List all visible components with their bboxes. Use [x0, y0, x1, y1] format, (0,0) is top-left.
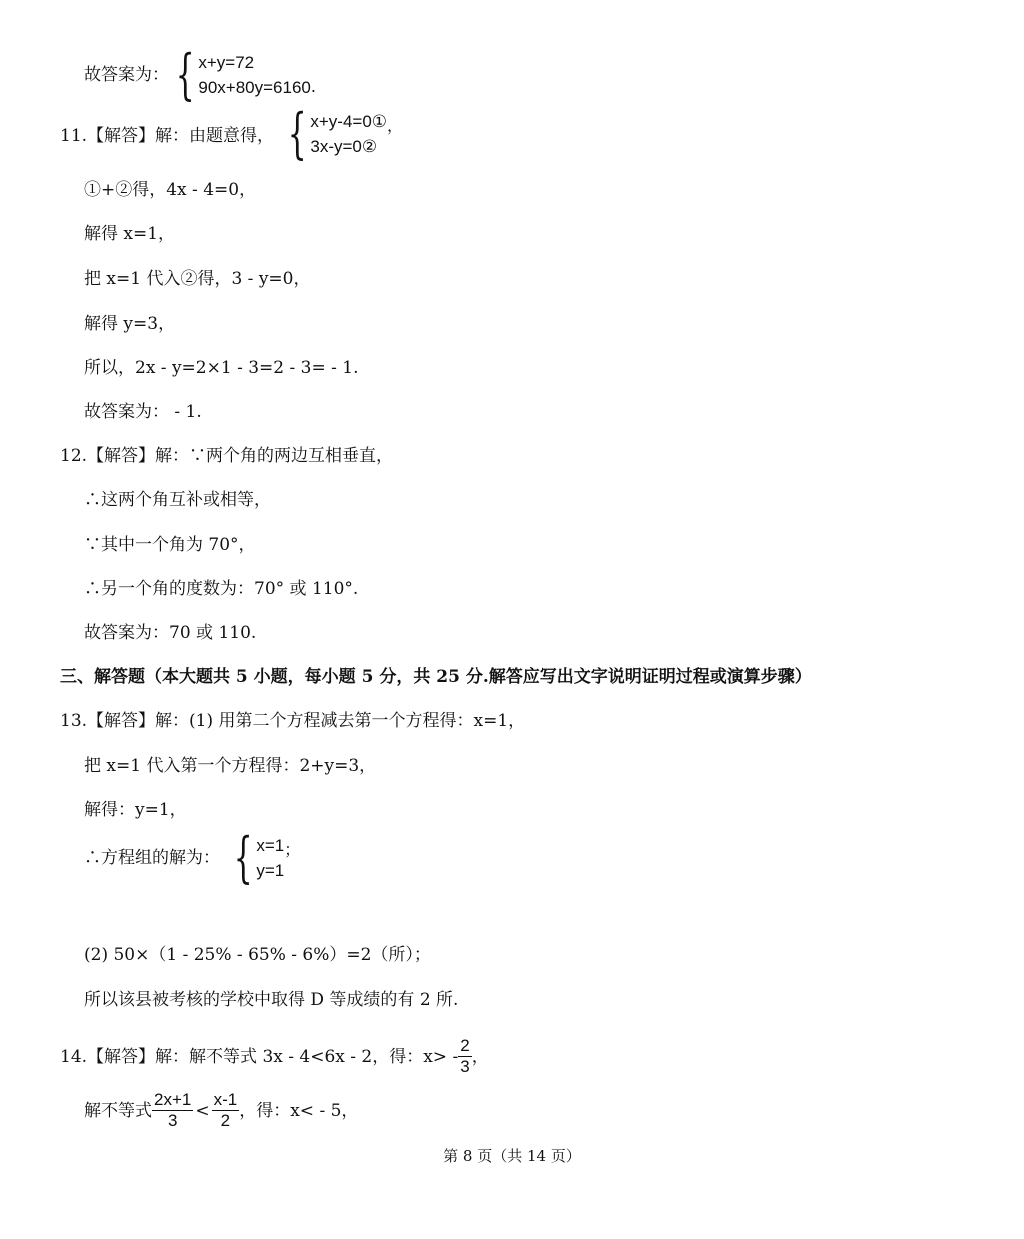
- brace-icon: {: [175, 43, 195, 106]
- question-14-heading: [60, 1036, 489, 1077]
- solution-step: 故答案为： - 1.: [84, 402, 202, 422]
- equation-line: y=1: [256, 861, 285, 880]
- equation-system-11: [280, 102, 404, 165]
- equation-system-10: [168, 43, 316, 106]
- question-11-heading: 11.【解答】解：由题意得，: [60, 126, 275, 146]
- solution-step: ∴另一个角的度数为：70° 或 110°.: [84, 579, 359, 599]
- less-than-sign: <: [195, 1100, 210, 1121]
- equation-line: x=1: [256, 836, 285, 855]
- inequality-text: 14.【解答】解：解不等式 3x - 4<6x - 2，得：x> -: [60, 1046, 459, 1067]
- page-footer: 第 8 页（共 14 页）: [443, 1147, 581, 1165]
- solution-step: 故答案为：70 或 110.: [84, 623, 257, 643]
- equation-line: 3x-y=0②: [310, 137, 378, 156]
- fraction-denominator: 3: [167, 1111, 178, 1130]
- fraction: [458, 1036, 471, 1077]
- solution-step: [84, 1090, 358, 1131]
- solution-step: 把 x=1 代入第一个方程得：2+y=3，: [84, 756, 377, 776]
- equation-system-13: [226, 826, 301, 889]
- inequality-text: ，得：x< - 5，: [239, 1100, 359, 1121]
- fraction-denominator: 2: [220, 1111, 231, 1130]
- solution-step: 解得 y=3，: [84, 314, 176, 334]
- answer-prefix-10: 故答案为：: [84, 65, 169, 85]
- fraction: [212, 1090, 240, 1131]
- fraction-denominator: 3: [460, 1057, 470, 1076]
- equation-line: x+y=72: [198, 53, 255, 72]
- solution-step: 解得 x=1，: [84, 224, 176, 244]
- fraction-numerator: 2: [460, 1036, 470, 1055]
- solution-step: 所以，2x - y=2×1 - 3=2 - 3= - 1.: [84, 358, 359, 378]
- question-12-heading: 12.【解答】解：∵两个角的两边互相垂直，: [60, 446, 394, 466]
- fraction-numerator: x-1: [213, 1090, 238, 1109]
- equation-end-dot: .: [310, 77, 316, 96]
- brace-icon: {: [287, 102, 307, 165]
- solution-step: ∴这两个角互补或相等，: [84, 490, 271, 510]
- inequality-comma: ，: [471, 1046, 489, 1067]
- solution-step: 所以该县被考核的学校中取得 D 等成绩的有 2 所.: [84, 990, 459, 1010]
- question-13-heading: 13.【解答】解：(1) 用第二个方程减去第一个方程得：x=1，: [60, 711, 526, 731]
- fraction: [152, 1090, 193, 1131]
- brace-icon: {: [233, 826, 253, 889]
- solution-step: ①+②得，4x - 4=0，: [84, 180, 257, 200]
- equation-semicolon: ；: [284, 840, 301, 859]
- inequality-text: 解不等式: [84, 1100, 152, 1121]
- equation-comma: ，: [387, 116, 404, 135]
- equation-line: 90x+80y=6160: [198, 78, 311, 97]
- section-heading: 三、解答题（本大题共 5 小题，每小题 5 分，共 25 分.解答应写出文字说明证明过程或演算步骤）: [60, 667, 812, 687]
- solution-step: 解得：y=1，: [84, 800, 187, 820]
- equation-line: x+y-4=0①: [310, 112, 388, 131]
- solution-step: (2) 50×（1 - 25% - 65% - 6%）=2（所）；: [84, 945, 431, 965]
- solution-step: ∵其中一个角为 70°，: [84, 535, 256, 555]
- fraction-numerator: 2x+1: [154, 1090, 192, 1109]
- solution-step: 把 x=1 代入②得，3 - y=0，: [84, 269, 311, 289]
- solution-prefix: ∴方程组的解为：: [84, 848, 220, 868]
